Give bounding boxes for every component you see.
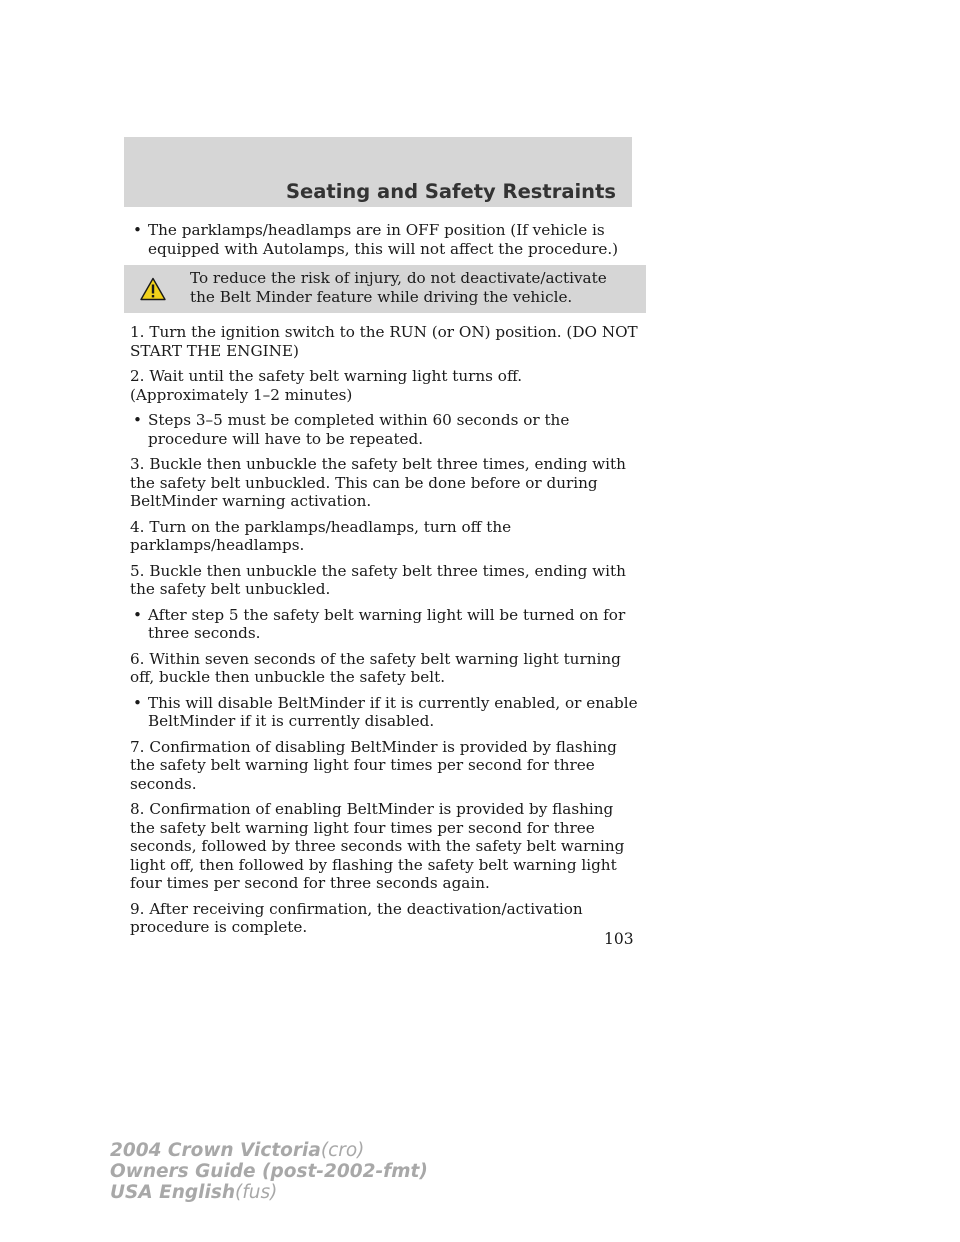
bullet-item (130, 411, 640, 448)
section-header-band (124, 137, 632, 207)
bullet-dot: • (133, 693, 142, 712)
footer-vehicle: 2004 Crown Victoria (110, 1140, 321, 1161)
bullet-dot: • (133, 411, 142, 429)
footer-line-2: Owners Guide (post-2002-fmt) (110, 1161, 428, 1182)
footer-line-3 (110, 1182, 428, 1203)
bullet-dot: • (133, 221, 142, 239)
step-7: 7. Confirmation of disabling BeltMinder is provided by flashing the safety belt warning light four times per second for three seconds. (130, 737, 617, 793)
footer-language-code: (fus) (235, 1182, 278, 1203)
step-5: 5. Buckle then unbuckle the safety belt three times, ending with the safety belt unbuckled. (130, 561, 626, 598)
footer-line-1 (110, 1140, 428, 1161)
bullet-item (130, 221, 640, 258)
step-2: 2. Wait until the safety belt warning light turns off. (Approximately 1–2 minutes) (130, 367, 523, 404)
bullet-text: The parklamps/headlamps are in OFF position (If vehicle is equipped with Autolamps, this will not affect the procedure.) (148, 221, 619, 258)
step-6: 6. Within seven seconds of the safety belt warning light turning off, buckle then unbuckle the safety belt. (130, 649, 621, 686)
page-number: 103 (604, 930, 634, 948)
section-title: Seating and Safety Restraints (285, 180, 616, 203)
step-9: 9. After receiving confirmation, the deactivation/activation procedure is complete. (130, 899, 583, 936)
warning-triangle-icon (140, 277, 166, 301)
bullet-text: Steps 3–5 must be completed within 60 seconds or the procedure will have to be repeated. (148, 411, 570, 448)
footer-vehicle-code: (cro) (320, 1140, 365, 1161)
bullet-dot: • (133, 605, 142, 624)
page-content (130, 221, 640, 944)
warning-box (124, 265, 646, 313)
warning-text: To reduce the risk of injury, do not deactivate/activate the Belt Minder feature while driving the vehicle. (190, 269, 607, 306)
step-1: 1. Turn the ignition switch to the RUN (or ON) position. (DO NOT START THE ENGINE) (130, 323, 638, 360)
document-footer (110, 1140, 428, 1203)
footer-language: USA English (110, 1182, 236, 1203)
step-3: 3. Buckle then unbuckle the safety belt three times, ending with the safety belt unbuckled. This can be done before or during BeltMinder warning activation. (130, 455, 626, 510)
bullet-item (130, 606, 640, 643)
step-4: 4. Turn on the parklamps/headlamps, turn off the parklamps/headlamps. (130, 517, 512, 554)
bullet-text: This will disable BeltMinder if it is currently enabled, or enable BeltMinder if it is currently disabled. (148, 693, 638, 730)
step-8: 8. Confirmation of enabling BeltMinder is provided by flashing the safety belt warning light four times per second for three seconds, followed by three seconds with the safety belt warning light off, then followed by flashing the safety belt warning light four times per second for three seconds again. (130, 800, 625, 892)
bullet-text: After step 5 the safety belt warning light will be turned on for three seconds. (148, 605, 626, 642)
bullet-item (130, 694, 640, 731)
